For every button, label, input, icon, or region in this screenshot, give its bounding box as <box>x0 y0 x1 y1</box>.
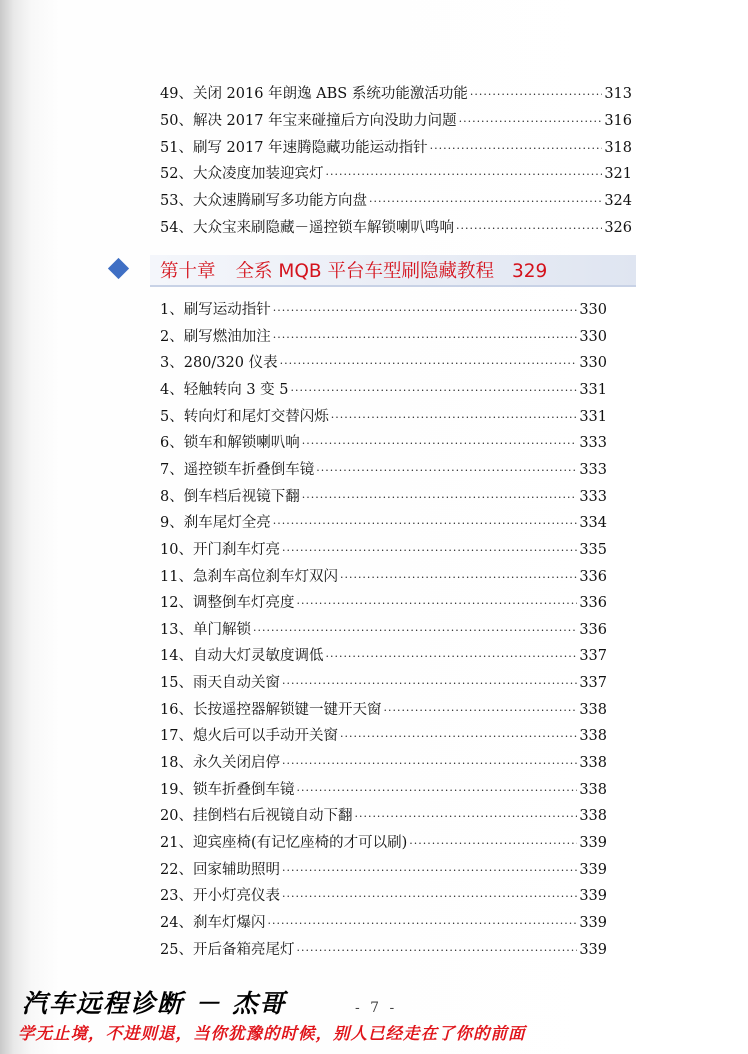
toc-leader-dots <box>253 621 577 641</box>
toc-leader-dots <box>325 165 602 185</box>
toc-entry-page: 330 <box>579 328 607 345</box>
chapter-heading-text <box>150 257 547 283</box>
toc-entry-title: 9、刹车尾灯全亮 <box>160 515 271 532</box>
toc-entry-page: 337 <box>579 648 607 665</box>
toc-entry[interactable] <box>160 940 607 961</box>
toc-entry-title: 15、雨天自动关窗 <box>160 675 280 692</box>
toc-entry-page: 335 <box>579 541 607 558</box>
toc-leader-dots <box>340 727 577 747</box>
toc-entry-page: 338 <box>579 808 607 825</box>
toc-entry[interactable] <box>160 111 632 132</box>
toc-leader-dots <box>273 301 578 321</box>
toc-leader-dots <box>282 541 577 561</box>
toc-entry-title: 52、大众凌度加装迎宾灯 <box>160 166 324 183</box>
toc-entry[interactable] <box>160 460 607 481</box>
toc-entry-page: 338 <box>579 755 607 772</box>
toc-entry-title: 5、转向灯和尾灯交替闪烁 <box>160 408 329 425</box>
toc-entry-page: 324 <box>604 193 632 210</box>
chapter-label: 第十章 <box>160 261 216 282</box>
toc-entry[interactable] <box>160 833 607 854</box>
toc-entry-page: 339 <box>579 835 607 851</box>
toc-entry[interactable] <box>160 138 632 159</box>
toc-leader-dots <box>354 807 577 827</box>
toc-entry[interactable] <box>160 218 632 239</box>
toc-leader-dots <box>456 219 602 239</box>
toc-entry-page: 338 <box>579 781 607 798</box>
toc-entry[interactable] <box>160 513 607 534</box>
toc-entry-title: 49、关闭 2016 年朗逸 ABS 系统功能激活功能 <box>160 86 468 102</box>
toc-entry-title: 24、刹车灯爆闪 <box>160 914 266 931</box>
toc-entry-title: 13、单门解锁 <box>160 621 251 638</box>
toc-leader-dots <box>383 701 577 721</box>
toc-leader-dots <box>282 887 577 907</box>
toc-entry-page: 321 <box>604 166 632 183</box>
toc-leader-dots <box>470 85 602 105</box>
chapter-heading[interactable] <box>150 255 636 287</box>
toc-entry-title: 25、开后备箱亮尾灯 <box>160 941 295 958</box>
toc-leader-dots <box>331 408 578 428</box>
chapter-title: 全系 MQB 平台车型刷隐藏教程 <box>235 261 494 282</box>
toc-entry-title: 12、调整倒车灯亮度 <box>160 595 295 612</box>
toc-entry-title: 22、回家辅助照明 <box>160 861 280 878</box>
toc-leader-dots <box>282 861 577 881</box>
toc-entry-page: 337 <box>579 675 607 692</box>
toc-entry[interactable] <box>160 593 607 614</box>
toc-entry[interactable] <box>160 300 607 321</box>
toc-leader-dots <box>282 754 577 774</box>
toc-leader-dots <box>302 488 578 508</box>
toc-entry[interactable] <box>160 191 632 212</box>
toc-leader-dots <box>316 461 577 481</box>
toc-entry-title: 54、大众宝来刷隐藏－遥控锁车解锁喇叭鸣响 <box>160 220 454 236</box>
toc-entry[interactable] <box>160 646 607 667</box>
toc-leader-dots <box>430 139 603 159</box>
toc-entry-page: 339 <box>579 861 607 878</box>
toc-entry-title: 50、解决 2017 年宝来碰撞后方向没助力问题 <box>160 112 457 129</box>
toc-leader-dots <box>325 647 577 667</box>
toc-leader-dots <box>302 434 578 454</box>
toc-leader-dots <box>296 941 577 961</box>
toc-entry-page: 339 <box>579 888 607 905</box>
toc-entry-page: 313 <box>604 86 632 102</box>
toc-entry-page: 338 <box>579 728 607 745</box>
toc-entry-page: 336 <box>579 621 607 638</box>
toc-entry-title: 1、刷写运动指针 <box>160 302 271 318</box>
toc-entry[interactable] <box>160 540 607 561</box>
toc-entry[interactable] <box>160 433 607 454</box>
toc-entry-title: 16、长按遥控器解锁键一键开天窗 <box>160 701 382 718</box>
toc-entry[interactable] <box>160 567 607 588</box>
chapter-diamond-icon <box>108 258 129 279</box>
toc-entry[interactable] <box>160 806 607 827</box>
toc-entry-title: 7、遥控锁车折叠倒车镜 <box>160 461 315 478</box>
toc-entry[interactable] <box>160 726 607 747</box>
chapter-page: 329 <box>512 261 548 282</box>
toc-leader-dots <box>280 354 578 374</box>
toc-leader-dots <box>273 328 578 348</box>
toc-entry[interactable] <box>160 673 607 694</box>
toc-entry-page: 333 <box>579 435 607 452</box>
toc-entry[interactable] <box>160 84 632 105</box>
toc-entry-title: 11、急刹车高位刹车灯双闪 <box>160 568 338 585</box>
toc-entry-page: 333 <box>579 461 607 478</box>
toc-leader-dots <box>296 781 577 801</box>
toc-entry-page: 318 <box>604 139 632 156</box>
toc-entry-page: 338 <box>579 701 607 718</box>
toc-entry-title: 23、开小灯亮仪表 <box>160 888 280 905</box>
toc-leader-dots <box>282 674 577 694</box>
toc-leader-dots <box>273 514 578 534</box>
toc-entry-title: 10、开门刹车灯亮 <box>160 541 280 558</box>
toc-entry-page: 331 <box>579 381 607 398</box>
toc-entry[interactable] <box>160 353 607 374</box>
toc-entry-page: 330 <box>579 355 607 372</box>
page-number: - 7 - <box>355 1000 398 1016</box>
toc-leader-dots <box>296 594 577 614</box>
toc-entry-page: 326 <box>604 220 632 236</box>
toc-entry[interactable] <box>160 780 607 801</box>
toc-entry[interactable] <box>160 380 607 401</box>
toc-entry-title: 53、大众速腾刷写多功能方向盘 <box>160 193 367 210</box>
toc-entry-title: 2、刷写燃油加注 <box>160 328 271 345</box>
toc-entry[interactable] <box>160 407 607 428</box>
toc-entry-title: 51、刷写 2017 年速腾隐藏功能运动指针 <box>160 139 428 156</box>
toc-entry-page: 334 <box>579 515 607 532</box>
toc-leader-dots <box>409 834 577 854</box>
toc-entry[interactable] <box>160 753 607 774</box>
toc-entry-title: 17、熄火后可以手动开关窗 <box>160 728 338 745</box>
toc-entry-page: 336 <box>579 595 607 612</box>
toc-entry[interactable] <box>160 164 632 185</box>
toc-entry-title: 20、挂倒档右后视镜自动下翻 <box>160 808 353 825</box>
toc-entry-page: 339 <box>579 941 607 958</box>
toc-entry-title: 19、锁车折叠倒车镜 <box>160 781 295 798</box>
toc-entry[interactable] <box>160 487 607 508</box>
toc-entry[interactable] <box>160 886 607 907</box>
toc-entry[interactable] <box>160 327 607 348</box>
toc-entry-page: 336 <box>579 568 607 585</box>
slogan-text: 学无止境，不进则退，当你犹豫的时候，别人已经走在了你的前面 <box>18 1024 526 1043</box>
toc-entry-page: 331 <box>579 408 607 425</box>
toc-entry-page: 330 <box>579 302 607 318</box>
toc-entry-title: 8、倒车档后视镜下翻 <box>160 488 300 505</box>
toc-entry-title: 4、轻触转向 3 变 5 <box>160 381 289 398</box>
toc-entry-title: 18、永久关闭启停 <box>160 755 280 772</box>
toc-entry-title: 6、锁车和解锁喇叭响 <box>160 435 300 452</box>
toc-entry-page: 316 <box>604 112 632 129</box>
toc-entry[interactable] <box>160 860 607 881</box>
toc-entry-page: 333 <box>579 488 607 505</box>
toc-leader-dots <box>340 568 577 588</box>
brand-text: 汽车远程诊断 － 杰哥 <box>22 989 287 1018</box>
toc-leader-dots <box>267 914 577 934</box>
toc-leader-dots <box>291 381 578 401</box>
toc-entry-page: 339 <box>579 914 607 931</box>
toc-entry[interactable] <box>160 913 607 934</box>
toc-entry-title: 14、自动大灯灵敏度调低 <box>160 648 324 665</box>
toc-entry[interactable] <box>160 700 607 721</box>
toc-entry[interactable] <box>160 620 607 641</box>
toc-leader-dots <box>369 192 602 212</box>
toc-entry-title: 21、迎宾座椅(有记忆座椅的才可以刷) <box>160 835 408 851</box>
toc-entry-title: 3、280/320 仪表 <box>160 355 278 372</box>
toc-leader-dots <box>459 112 603 132</box>
